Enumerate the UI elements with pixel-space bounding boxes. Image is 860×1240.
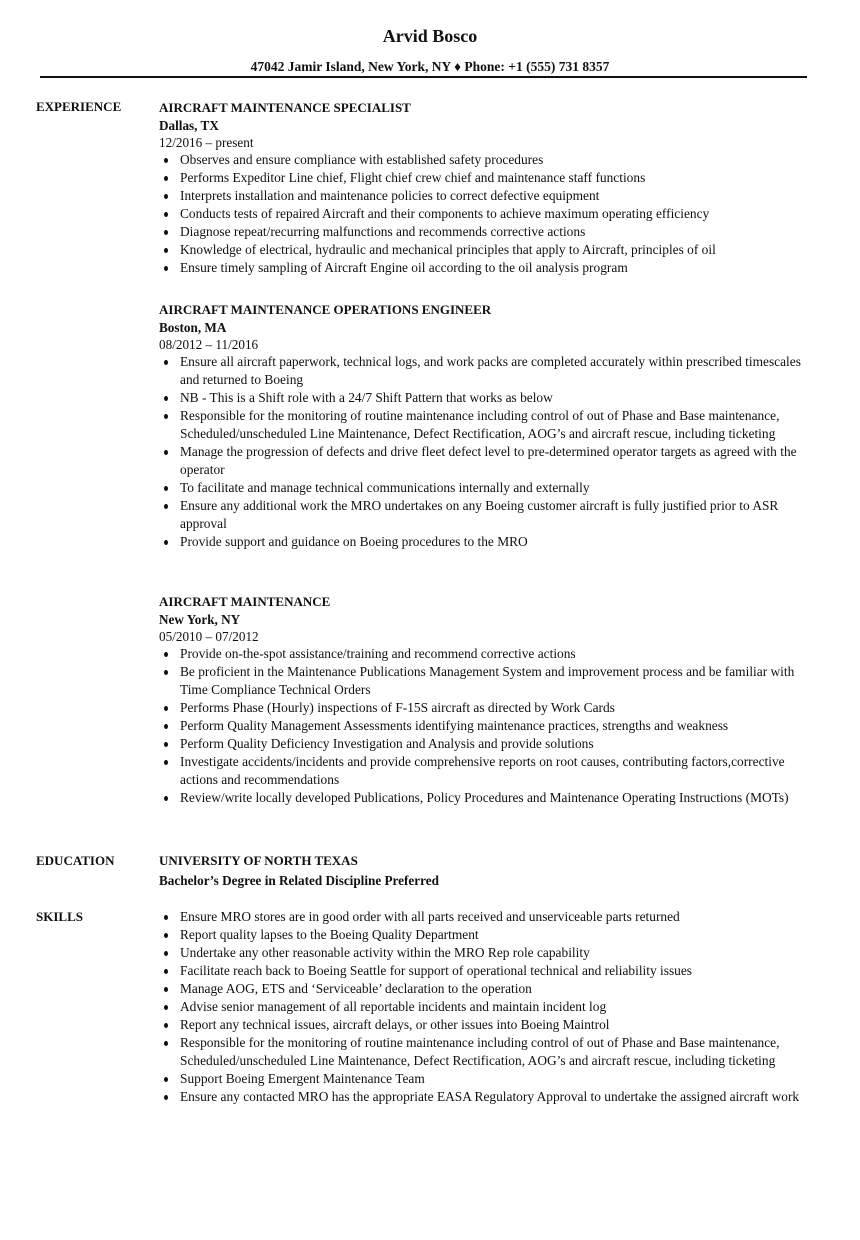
bullet-icon — [164, 158, 168, 163]
list-item: Diagnose repeat/recurring malfunctions and recommends corrective actions — [159, 223, 819, 241]
skills-list — [159, 908, 819, 1106]
bullet-icon — [164, 915, 168, 920]
bullet-icon — [164, 670, 168, 675]
list-item: Ensure any contacted MRO has the appropriate EASA Regulatory Approval to undertake the assigned aircraft work — [159, 1088, 819, 1106]
job-dates: 08/2012 – 11/2016 — [159, 337, 259, 352]
bullet-icon — [164, 987, 168, 992]
list-item: Investigate accidents/incidents and provide comprehensive reports on root causes, contributing factors,corrective actions and recommendations — [159, 753, 819, 789]
list-item: Responsible for the monitoring of routine maintenance including control of out of Phase and Base maintenance, Scheduled/unscheduled Line Maintenance, Defect Rectification, AOG’s and aircraft rescue, including ticketing — [159, 407, 819, 443]
section-label-skills: SKILLS — [36, 909, 83, 924]
degree: Bachelor’s Degree in Related Discipline Preferred — [159, 873, 439, 888]
list-item: Observes and ensure compliance with established safety procedures — [159, 151, 819, 169]
bullet-icon — [164, 796, 168, 801]
bullet-icon — [164, 933, 168, 938]
job-bullets — [159, 645, 819, 807]
list-item: Provide on-the-spot assistance/training and recommend corrective actions — [159, 645, 819, 663]
bullet-icon — [164, 248, 168, 253]
list-item: To facilitate and manage technical communications internally and externally — [159, 479, 819, 497]
bullet-icon — [164, 194, 168, 199]
candidate-name: Arvid Bosco — [382, 26, 478, 46]
bullet-icon — [164, 1095, 168, 1100]
list-item: Provide support and guidance on Boeing procedures to the MRO — [159, 533, 819, 551]
list-item: Ensure any additional work the MRO undertakes on any Boeing customer aircraft is fully justified prior to ASR approval — [159, 497, 819, 533]
bullet-icon — [164, 414, 168, 419]
bullet-icon — [164, 742, 168, 747]
job-dates: 12/2016 – present — [159, 135, 254, 150]
job-location: Boston, MA — [159, 320, 227, 335]
list-item: Report any technical issues, aircraft delays, or other issues into Boeing Maintrol — [159, 1016, 819, 1034]
job-location: Dallas, TX — [159, 118, 219, 133]
list-item: Review/write locally developed Publications, Policy Procedures and Maintenance Operating Instructions (MOTs) — [159, 789, 819, 807]
list-item: Responsible for the monitoring of routine maintenance including control of out of Phase and Base maintenance, Scheduled/unscheduled Line Maintenance, Defect Rectification, AOG’s and aircraft rescue, including ticketing — [159, 1034, 819, 1070]
job-dates: 05/2010 – 07/2012 — [159, 629, 259, 644]
list-item: Interprets installation and maintenance policies to correct defective equipment — [159, 187, 819, 205]
job-entry — [159, 99, 819, 277]
list-item: Advise senior management of all reportable incidents and maintain incident log — [159, 998, 819, 1016]
job-title: AIRCRAFT MAINTENANCE — [159, 594, 331, 609]
skills-bullets — [159, 908, 819, 1106]
list-item: Ensure MRO stores are in good order with all parts received and unserviceable parts returned — [159, 908, 819, 926]
job-title: AIRCRAFT MAINTENANCE SPECIALIST — [159, 100, 411, 115]
job-title: AIRCRAFT MAINTENANCE OPERATIONS ENGINEER — [159, 302, 492, 317]
header-divider — [40, 76, 807, 78]
list-item: Be proficient in the Maintenance Publications Management System and improvement process and be familiar with Time Compliance Technical Orders — [159, 663, 819, 699]
list-item: Manage the progression of defects and drive fleet defect level to pre-determined operator targets as agreed with the operator — [159, 443, 819, 479]
bullet-icon — [164, 360, 168, 365]
bullet-icon — [164, 760, 168, 765]
education-entry — [159, 852, 819, 889]
bullet-icon — [164, 212, 168, 217]
list-item: Ensure all aircraft paperwork, technical logs, and work packs are completed accurately within prescribed timescales and returned to Boeing — [159, 353, 819, 389]
list-item: Knowledge of electrical, hydraulic and mechanical principles that apply to Aircraft, principles of oil — [159, 241, 819, 259]
section-label-experience: EXPERIENCE — [36, 99, 122, 114]
bullet-icon — [164, 706, 168, 711]
list-item: NB - This is a Shift role with a 24/7 Shift Pattern that works as below — [159, 389, 819, 407]
list-item: Performs Phase (Hourly) inspections of F-15S aircraft as directed by Work Cards — [159, 699, 819, 717]
bullet-icon — [164, 230, 168, 235]
bullet-icon — [164, 1005, 168, 1010]
list-item: Support Boeing Emergent Maintenance Team — [159, 1070, 819, 1088]
bullet-icon — [164, 969, 168, 974]
bullet-icon — [164, 1041, 168, 1046]
bullet-icon — [164, 652, 168, 657]
list-item: Report quality lapses to the Boeing Quality Department — [159, 926, 819, 944]
bullet-icon — [164, 450, 168, 455]
bullet-icon — [164, 724, 168, 729]
list-item: Perform Quality Deficiency Investigation and Analysis and provide solutions — [159, 735, 819, 753]
bullet-icon — [164, 266, 168, 271]
list-item: Ensure timely sampling of Aircraft Engine oil according to the oil analysis program — [159, 259, 819, 277]
bullet-icon — [164, 176, 168, 181]
bullet-icon — [164, 540, 168, 545]
contact-line: 47042 Jamir Island, New York, NY ♦ Phone: +1 (555) 731 8357 — [250, 59, 610, 74]
list-item: Undertake any other reasonable activity within the MRO Rep role capability — [159, 944, 819, 962]
bullet-icon — [164, 1077, 168, 1082]
job-entry — [159, 301, 819, 551]
list-item: Performs Expeditor Line chief, Flight chief crew chief and maintenance staff functions — [159, 169, 819, 187]
bullet-icon — [164, 486, 168, 491]
list-item: Manage AOG, ETS and ‘Serviceable’ declaration to the operation — [159, 980, 819, 998]
job-location: New York, NY — [159, 612, 241, 627]
job-entry — [159, 593, 819, 807]
school-name: UNIVERSITY OF NORTH TEXAS — [159, 853, 358, 868]
list-item: Facilitate reach back to Boeing Seattle for support of operational technical and reliability issues — [159, 962, 819, 980]
list-item: Conducts tests of repaired Aircraft and their components to achieve maximum operating efficiency — [159, 205, 819, 223]
bullet-icon — [164, 1023, 168, 1028]
section-label-education: EDUCATION — [36, 853, 115, 868]
job-bullets — [159, 151, 819, 277]
bullet-icon — [164, 504, 168, 509]
bullet-icon — [164, 396, 168, 401]
bullet-icon — [164, 951, 168, 956]
job-bullets — [159, 353, 819, 551]
list-item: Perform Quality Management Assessments identifying maintenance practices, strengths and weakness — [159, 717, 819, 735]
